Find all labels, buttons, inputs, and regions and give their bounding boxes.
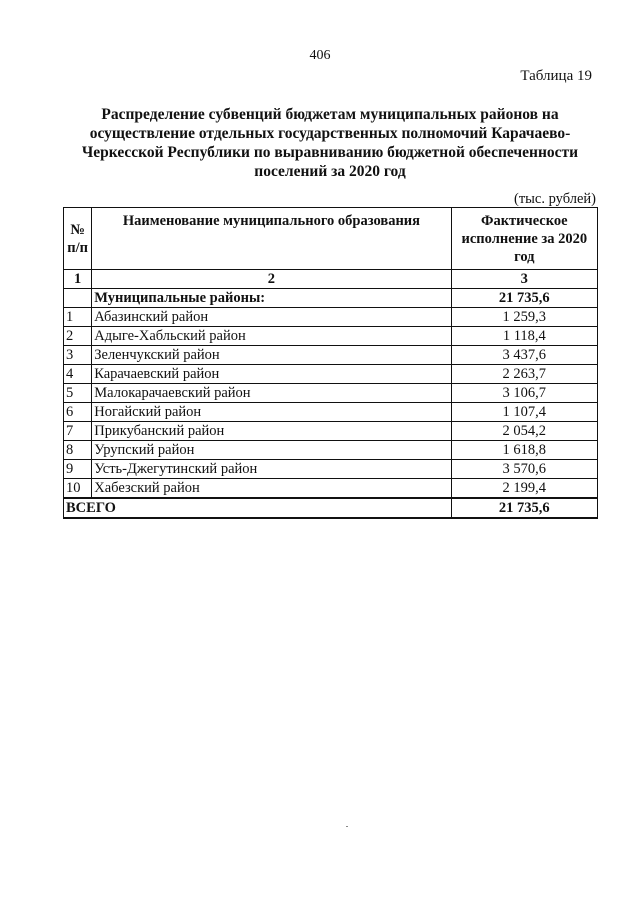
subtotal-label: Муниципальные районы: <box>92 289 451 308</box>
row-value: 2 199,4 <box>451 479 597 499</box>
row-name: Ногайский район <box>92 403 451 422</box>
table-row <box>64 422 598 441</box>
row-name: Зеленчукский район <box>92 346 451 365</box>
table-row <box>64 441 598 460</box>
row-number: 9 <box>64 460 92 479</box>
subtotal-num-cell <box>64 289 92 308</box>
row-number: 3 <box>64 346 92 365</box>
row-name: Адыге-Хабльский район <box>92 327 451 346</box>
table-row <box>64 327 598 346</box>
row-number: 5 <box>64 384 92 403</box>
subvention-table <box>63 207 598 519</box>
row-name: Хабезский район <box>92 479 451 499</box>
index-cell: 1 <box>64 270 92 289</box>
header-number: № п/п <box>64 208 92 270</box>
table-row <box>64 460 598 479</box>
row-name: Урупский район <box>92 441 451 460</box>
row-value: 1 618,8 <box>451 441 597 460</box>
subtotal-row <box>64 289 598 308</box>
row-number: 10 <box>64 479 92 499</box>
header-name: Наименование муниципального образования <box>92 208 451 270</box>
total-label: ВСЕГО <box>64 498 452 518</box>
row-value: 3 106,7 <box>451 384 597 403</box>
row-number: 2 <box>64 327 92 346</box>
column-index-row <box>64 270 598 289</box>
page-number: 406 <box>309 48 331 63</box>
row-name: Карачаевский район <box>92 365 451 384</box>
index-cell: 2 <box>92 270 451 289</box>
table-row <box>64 308 598 327</box>
row-name: Малокарачаевский район <box>92 384 451 403</box>
total-value: 21 735,6 <box>451 498 597 518</box>
row-value: 2 263,7 <box>451 365 597 384</box>
row-number: 7 <box>64 422 92 441</box>
table-row <box>64 384 598 403</box>
table-body <box>64 270 598 519</box>
row-name: Усть-Джегутинский район <box>92 460 451 479</box>
row-value: 3 437,6 <box>451 346 597 365</box>
row-value: 2 054,2 <box>451 422 597 441</box>
total-row <box>64 498 598 518</box>
index-cell: 3 <box>451 270 597 289</box>
row-number: 4 <box>64 365 92 384</box>
row-number: 8 <box>64 441 92 460</box>
scan-dot <box>346 826 348 827</box>
document-title: Распределение субвенций бюджетам муниципальных районов на осуществление отдельных государственных полномочий Карачаево-Черкесской Республики по выравниванию бюджетной обеспеченности поселений за 2020 год <box>81 106 579 180</box>
row-value: 1 259,3 <box>451 308 597 327</box>
row-number: 6 <box>64 403 92 422</box>
table-row <box>64 479 598 499</box>
table-label: Таблица 19 <box>520 68 592 84</box>
row-value: 3 570,6 <box>451 460 597 479</box>
table-row <box>64 346 598 365</box>
row-number: 1 <box>64 308 92 327</box>
row-name: Абазинский район <box>92 308 451 327</box>
row-value: 1 118,4 <box>451 327 597 346</box>
header-value: Фактическое исполнение за 2020 год <box>451 208 597 270</box>
subtotal-value: 21 735,6 <box>451 289 597 308</box>
table-row <box>64 403 598 422</box>
table-header-row <box>64 208 598 270</box>
units-label: (тыс. рублей) <box>514 191 596 207</box>
table-row <box>64 365 598 384</box>
row-value: 1 107,4 <box>451 403 597 422</box>
row-name: Прикубанский район <box>92 422 451 441</box>
